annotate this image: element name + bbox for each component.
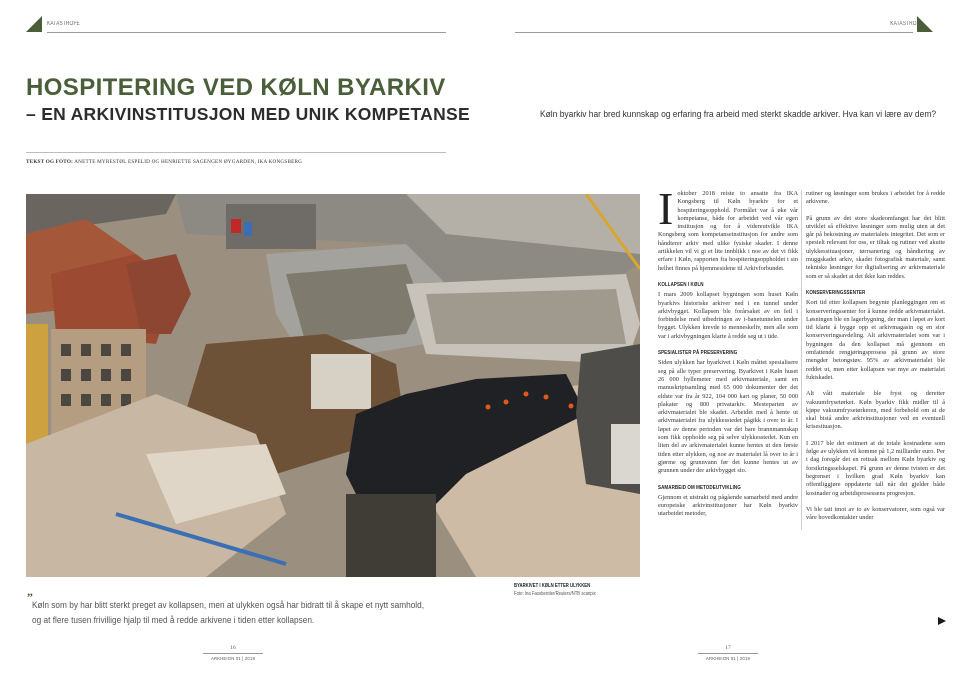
magazine-issue: ARKHEION 01 | 2019 [210, 656, 256, 661]
photo-blue-car [244, 222, 252, 236]
photo-damaged-wall [311, 354, 371, 409]
arrow-right-icon [938, 617, 946, 625]
paragraph: Vi ble tatt imot av to av konservatorer, som også var våre hovedkontakter under [806, 505, 945, 522]
page-folio [203, 645, 263, 661]
section-heading: KONSERVERINGSSENTER [806, 289, 866, 296]
lead-text: Køln byarkiv har bred kunnskap og erfaring fra arbeid med sterkt skadde arkiver. Hva kan vi lære av dem? [540, 109, 937, 120]
photo-crane [26, 324, 48, 444]
paragraph: Kort tid etter kollapsen begynte planleggingen om et konserveringssenter for å kunne redde arkivmaterialet. Løsningen ble en lagerbygning, der man i løpet av kort tid klarte å bygge opp et arkivmagasin og en stor konserveringsavdeling. Alt arkivmaterialet som var i bygningen da den kollapset må gjennom en omfattende rengjøringsprosess på grunn av store mengder betongstøv. 95% av arkivmaterialet ble reddet ut, men etter kollapsen var mye av materialet fuktskadet. [806, 299, 945, 381]
paragraph: Alt vått materiale ble fryst og deretter vakuumfrysetørket. Køln byarkiv fikk midler til å kjøpe vakuumfrysetørkeren, med forbehold om at de skal bistå andre arkivinstitusjoner ved en eventuell krisesituasjon. [806, 390, 945, 431]
section-label: KATASTROFE [890, 21, 924, 27]
photo-courtyard [286, 264, 421, 344]
byline-rule [26, 152, 446, 153]
photo-caption-title: BYARKIVET I KØLN ETTER ULYKKEN [514, 583, 591, 589]
paragraph: I 2017 ble det estimert at de totale kostnadene som følge av ulykken vil komme på 1,2 milliarder euro. Per i dag foregår det en rettsak mellom Køln byarkiv og forsikringsselskapet. På grunn av denne tvisten er det begrenset i hvilken grad Køln byarkiv kan offentliggjøre oppdaterte tall når det gjelder både kostnader og arbeidsprosessens progresjon. [806, 439, 945, 497]
body-column-2 [801, 190, 945, 530]
body-column-1 [658, 183, 798, 527]
pull-quote-line: og at flere tusen frivillige hjalp til med å redde arkivene i tiden etter kollapsen. [32, 615, 315, 625]
page-number: 16 [230, 645, 236, 651]
page-number: 17 [725, 645, 731, 651]
paragraph: rutiner og løsninger som brukes i arbeidet for å redde arkivene. [806, 190, 945, 206]
byline-names: ANETTE MYRESTØL ESPELID OG HENRIETTE SAGENGEN ØYGARDEN, IKA KONGSBERG [74, 159, 303, 165]
folio-rule [698, 653, 758, 654]
paragraph: På grunn av det store skadeomfanget har det blitt utviklet så effektive løsninger som mulig uten at det går på bekostning av materialets integritet. Det som er spesielt relevant for oss, er tiltak og rutiner ved akutte ulykkessituasjoner, tørrsanering og håndtering av muggskadet arkiv, skadet fotografisk materiale, samt tekniske løsninger for digitalisering av arkivmateriale som er så skadet at det ikke kan reddes. [806, 214, 945, 280]
intro-text: oktober 2018 reiste to ansatte fra IKA Kongsberg til Køln byarkiv for et hospiteringsopphold. Formålet var å øke vår kompetanse, både for arbeidet ved vår egen institusjon og for å videreutvikle IKA Kongsberg som kompetanseinstitusjon for andre som håndterer arkiv med ulike fysiske skader. I denne artikkelen vil vi gi et lite innblikk i noe av det vi fikk erfare i Køln, rapporten fra hospiteringsoppholdet i sin helhet finnes på hjemmesidene til Arkivforbundet. [658, 190, 798, 272]
folio-rule [203, 653, 263, 654]
photo-platform [346, 494, 436, 577]
section-text: Siden ulykken har byarkivet i Køln måttet spesialisere seg på alle typer preservering. Byarkivet i Køln huset 26 000 hyllemeter med arkivmateriale, samt en manuskriptsamling med 65 000 dokumenter der det eldste var fra år 922, 104 000 kart og planer, 50 000 plakater og 800 privatarkiv. Mesteparten av arkivmaterialet ble skadet. Arbeidet med å hente ut arkivmaterialet fra ulykkesstedet pågikk i over to år. I løpet av denne perioden var det bare brannmannskap som fikk oppholde seg på selve ulykkesstedet. Kun en liten del av arkivmaterialet kunne hentes ut den første tiden etter ulykken, og noe av materialet lå over to år i gjørme og grunnvann før det kunne hentes ut av grunnen under der arkivbygget sto. [658, 359, 798, 475]
article-subtitle: – EN ARKIVINSTITUSJON MED UNIK KOMPETANSE [26, 104, 471, 124]
header-rule [515, 32, 913, 33]
pull-quote [32, 598, 462, 628]
quote-mark-icon: „ [27, 584, 33, 598]
section-text: I mars 2009 kollapset bygningen som huset Køln byarkivs historiske arkiver ned i en tunnel under arkivbygget. Kollapsen ble forårsaket av en feil i forbindelse med utbedringen av t-banetunnelen under bygget. Ulykken krevde to menneskeliv, men alle som var i arkivbygningen klarte å redde seg ut i tide. [658, 291, 798, 340]
section-label: KATASTROFE [47, 21, 80, 27]
right-page [480, 0, 960, 682]
section-heading: KOLLAPSEN I KØLN [658, 281, 704, 288]
magazine-issue: ARKHEION 01 | 2019 [705, 656, 751, 661]
photo-caption-credit: Foto: Ina Fassbender/Reuters/NTB scanpix [514, 591, 596, 597]
section-text: Gjennom et utstrakt og pågående samarbeid med andre europeiske arkivinstitusjoner har Køln byarkiv utarbeidet metoder, [658, 493, 798, 518]
section-corner-marker-icon [26, 16, 42, 32]
page-folio [698, 645, 758, 661]
header-rule [47, 32, 446, 33]
section-heading: SPESIALISTER PÅ PRESERVERING [658, 350, 738, 357]
byline [26, 159, 302, 165]
drop-cap: I [658, 183, 674, 234]
intro-paragraph [658, 183, 798, 273]
photo-red-car [231, 219, 241, 233]
byline-label: TEKST OG FOTO: [26, 159, 74, 165]
section-heading: SAMARBEID OM METODEUTVIKLING [658, 484, 741, 491]
article-title: HOSPITERING VED KØLN BYARKIV [26, 74, 446, 101]
section-corner-marker-icon [917, 16, 933, 32]
pull-quote-line: Køln som by har blitt sterkt preget av kollapsen, men at ulykken også har bidratt til å skape et nytt samhold, [32, 600, 425, 610]
